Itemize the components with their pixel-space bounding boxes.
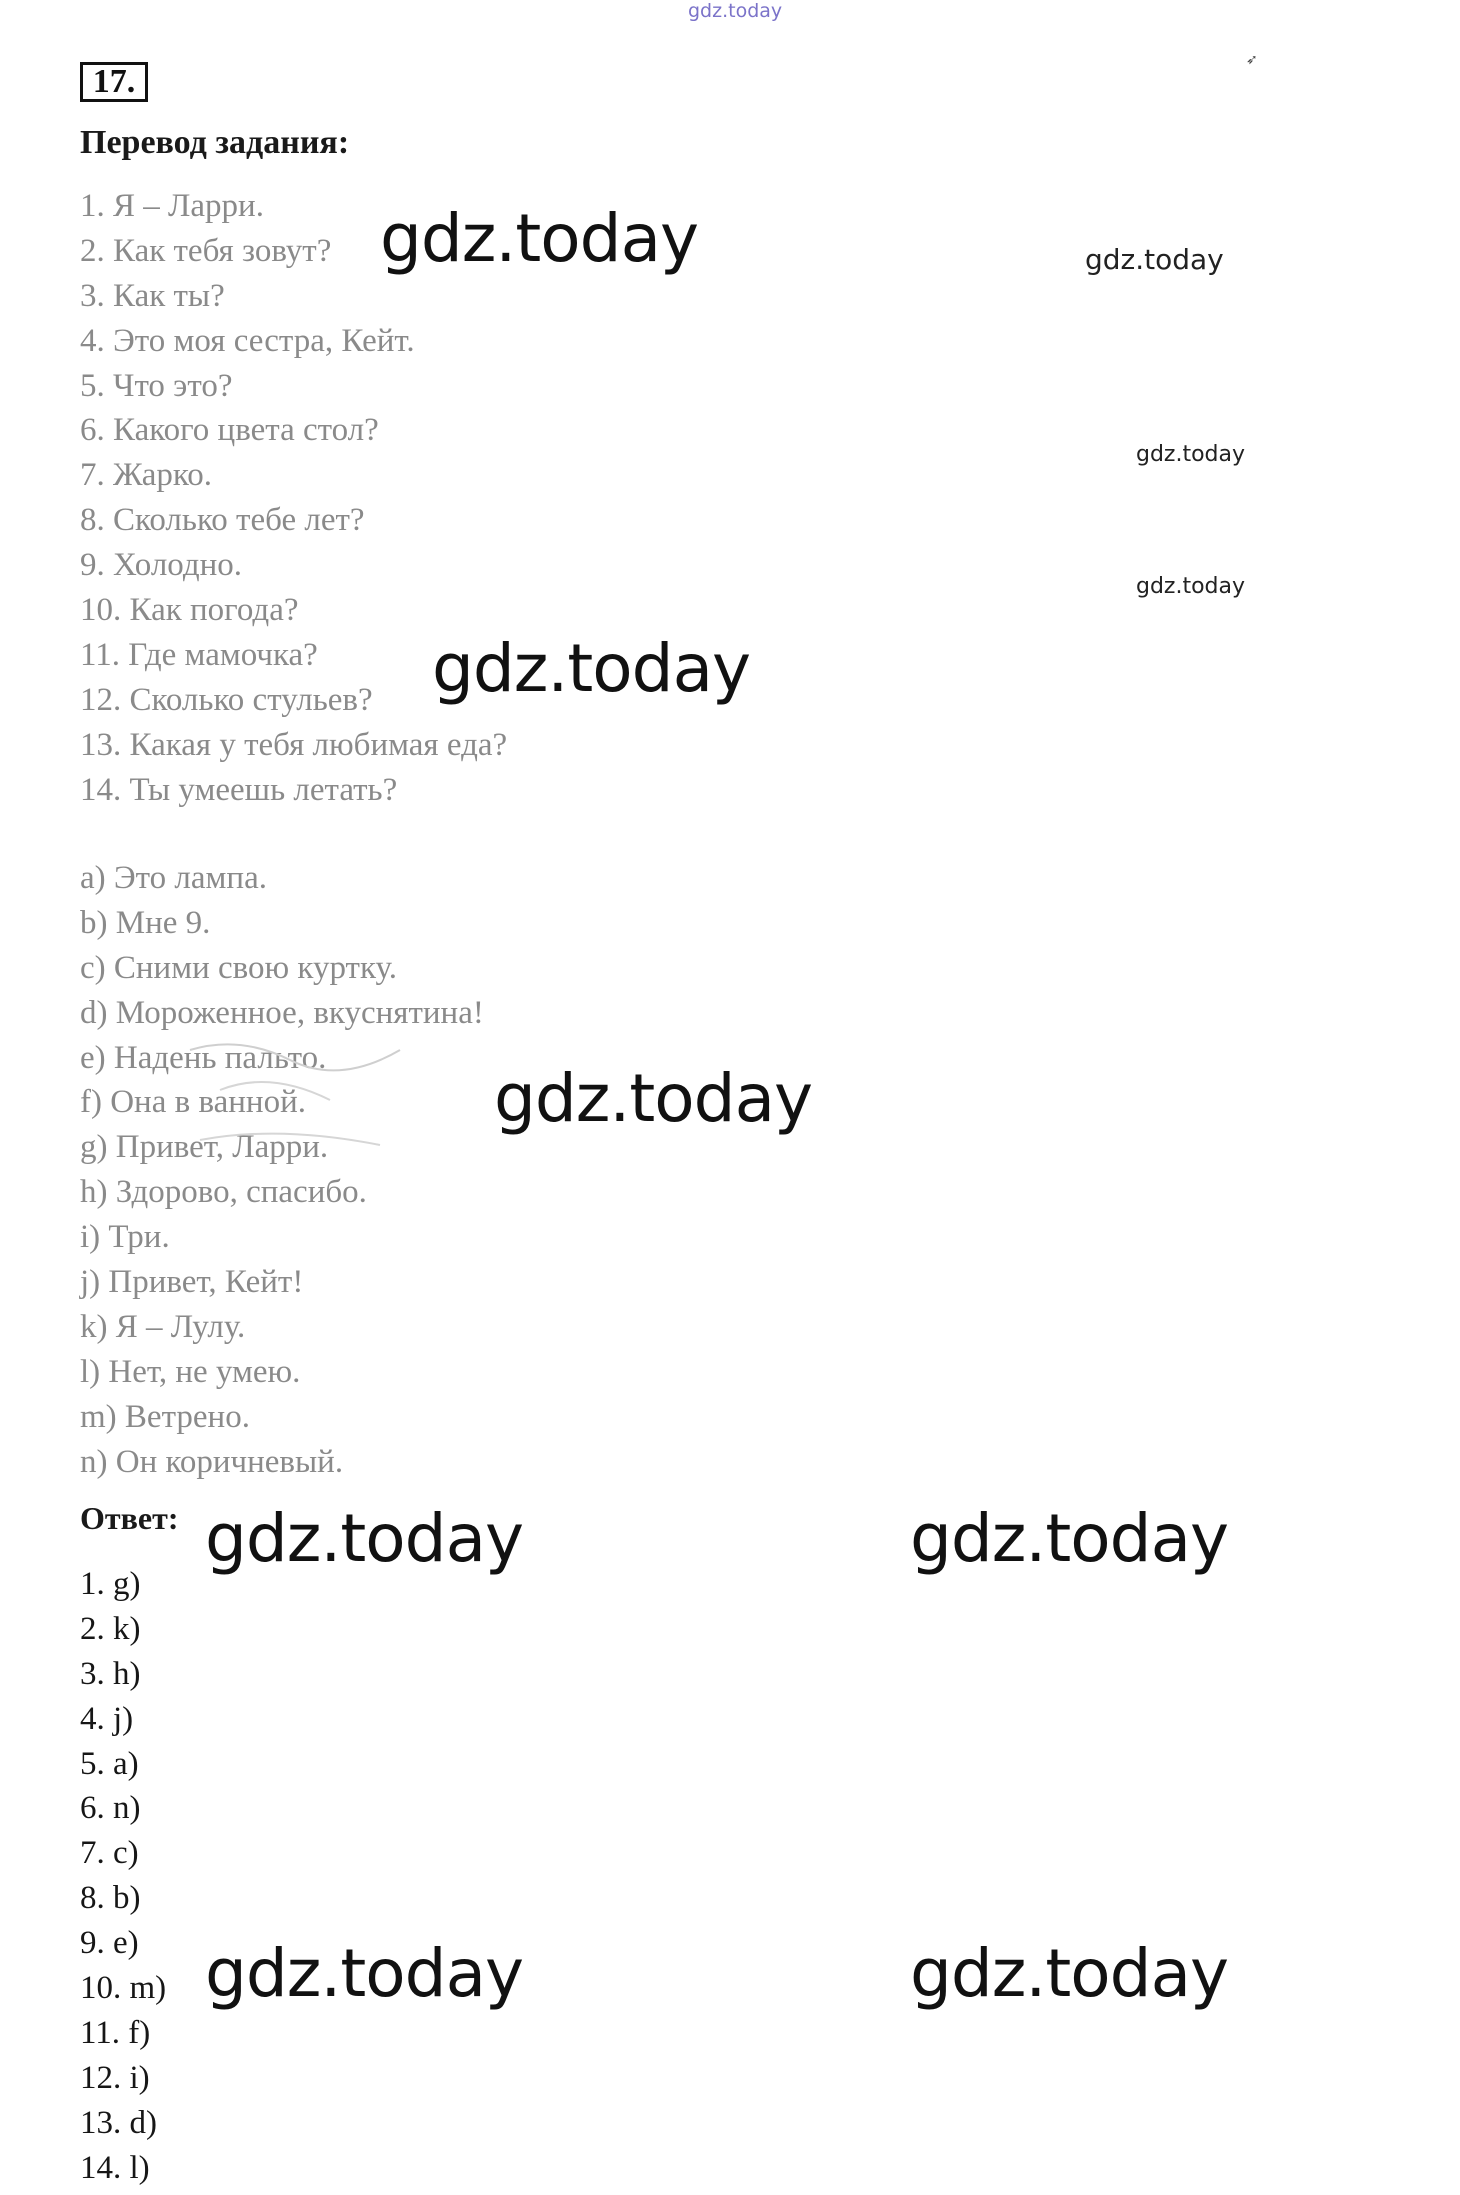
answer-option-item: b) Мне 9.: [80, 904, 211, 941]
answer-option-item: a) Это лампа.: [80, 860, 267, 896]
question-item: 4. Это моя сестра, Кейт.: [80, 322, 415, 359]
answer-option-item: m) Ветрено.: [80, 1398, 250, 1435]
answer-option-item: n) Он коричневый.: [80, 1443, 344, 1480]
watermark: gdz.today: [1136, 442, 1246, 467]
question-item: 9. Холодно.: [80, 547, 243, 584]
watermark: gdz.today: [205, 1935, 524, 2012]
translation-title: Перевод задания:: [80, 124, 350, 161]
answer-options-list: [80, 856, 484, 1484]
watermark: gdz.today: [910, 1500, 1229, 1577]
answer-option-item: c) Сними свою куртку.: [80, 949, 397, 986]
watermark: gdz.today: [380, 200, 699, 277]
answer-item: 5. a): [80, 1745, 139, 1782]
question-item: 6. Какого цвета стол?: [80, 412, 379, 449]
question-item: 12. Сколько стульев?: [80, 681, 373, 718]
question-item: 11. Где мамочка?: [80, 636, 318, 673]
question-item: 3. Как ты?: [80, 277, 225, 314]
question-item: 8. Сколько тебе лет?: [80, 502, 365, 539]
answer-item: 4. j): [80, 1700, 134, 1737]
answer-option-item: g) Привет, Ларри.: [80, 1129, 329, 1166]
answer-item: 3. h): [80, 1655, 141, 1692]
answer-item: 14. l): [80, 2149, 150, 2186]
watermark: gdz.today: [1085, 243, 1224, 276]
question-item: 1. Я – Ларри.: [80, 188, 264, 224]
question-item: 14. Ты умеешь летать?: [80, 771, 398, 808]
answer-option-item: j) Привет, Кейт!: [80, 1264, 304, 1301]
answer-title: Ответ:: [80, 1500, 179, 1536]
answer-item: 10. m): [80, 1970, 167, 2007]
answer-option-item: h) Здорово, спасибо.: [80, 1174, 367, 1211]
watermark: gdz.today: [432, 630, 751, 707]
question-item: 2. Как тебя зовут?: [80, 232, 332, 269]
watermark: gdz.today: [1136, 574, 1246, 599]
answer-item: 9. e): [80, 1925, 139, 1962]
answer-item: 2. k): [80, 1610, 141, 1647]
answer-option-item: d) Мороженное, вкуснятина!: [80, 994, 484, 1031]
watermark: gdz.today: [910, 1935, 1229, 2012]
question-item: 10. Как погода?: [80, 592, 299, 629]
answer-option-item: l) Нет, не умею.: [80, 1353, 301, 1390]
answers-list: [80, 1562, 166, 2190]
answer-item: 12. i): [80, 2059, 150, 2096]
answer-item: 1. g): [80, 1566, 141, 1602]
answer-item: 8. b): [80, 1880, 141, 1917]
question-item: 5. Что это?: [80, 367, 233, 404]
answer-option-item: i) Три.: [80, 1219, 170, 1256]
answer-option-item: f) Она в ванной.: [80, 1084, 306, 1121]
answer-item: 11. f): [80, 2014, 151, 2051]
top-watermark: gdz.today: [688, 0, 783, 22]
scribble-mark: [180, 1030, 420, 1160]
answer-item: 13. d): [80, 2104, 157, 2141]
task-number: 17.: [80, 62, 148, 102]
question-item: 7. Жарко.: [80, 457, 212, 494]
questions-list: [80, 184, 507, 812]
answer-item: 7. c): [80, 1835, 139, 1872]
answer-option-item: e) Надень пальто.: [80, 1039, 327, 1076]
watermark: gdz.today: [494, 1060, 813, 1137]
watermark: gdz.today: [205, 1500, 524, 1577]
answer-item: 6. n): [80, 1790, 141, 1827]
question-item: 13. Какая у тебя любимая еда?: [80, 726, 508, 763]
corner-mark-icon: ➶: [1246, 52, 1258, 68]
answer-option-item: k) Я – Лулу.: [80, 1308, 246, 1345]
